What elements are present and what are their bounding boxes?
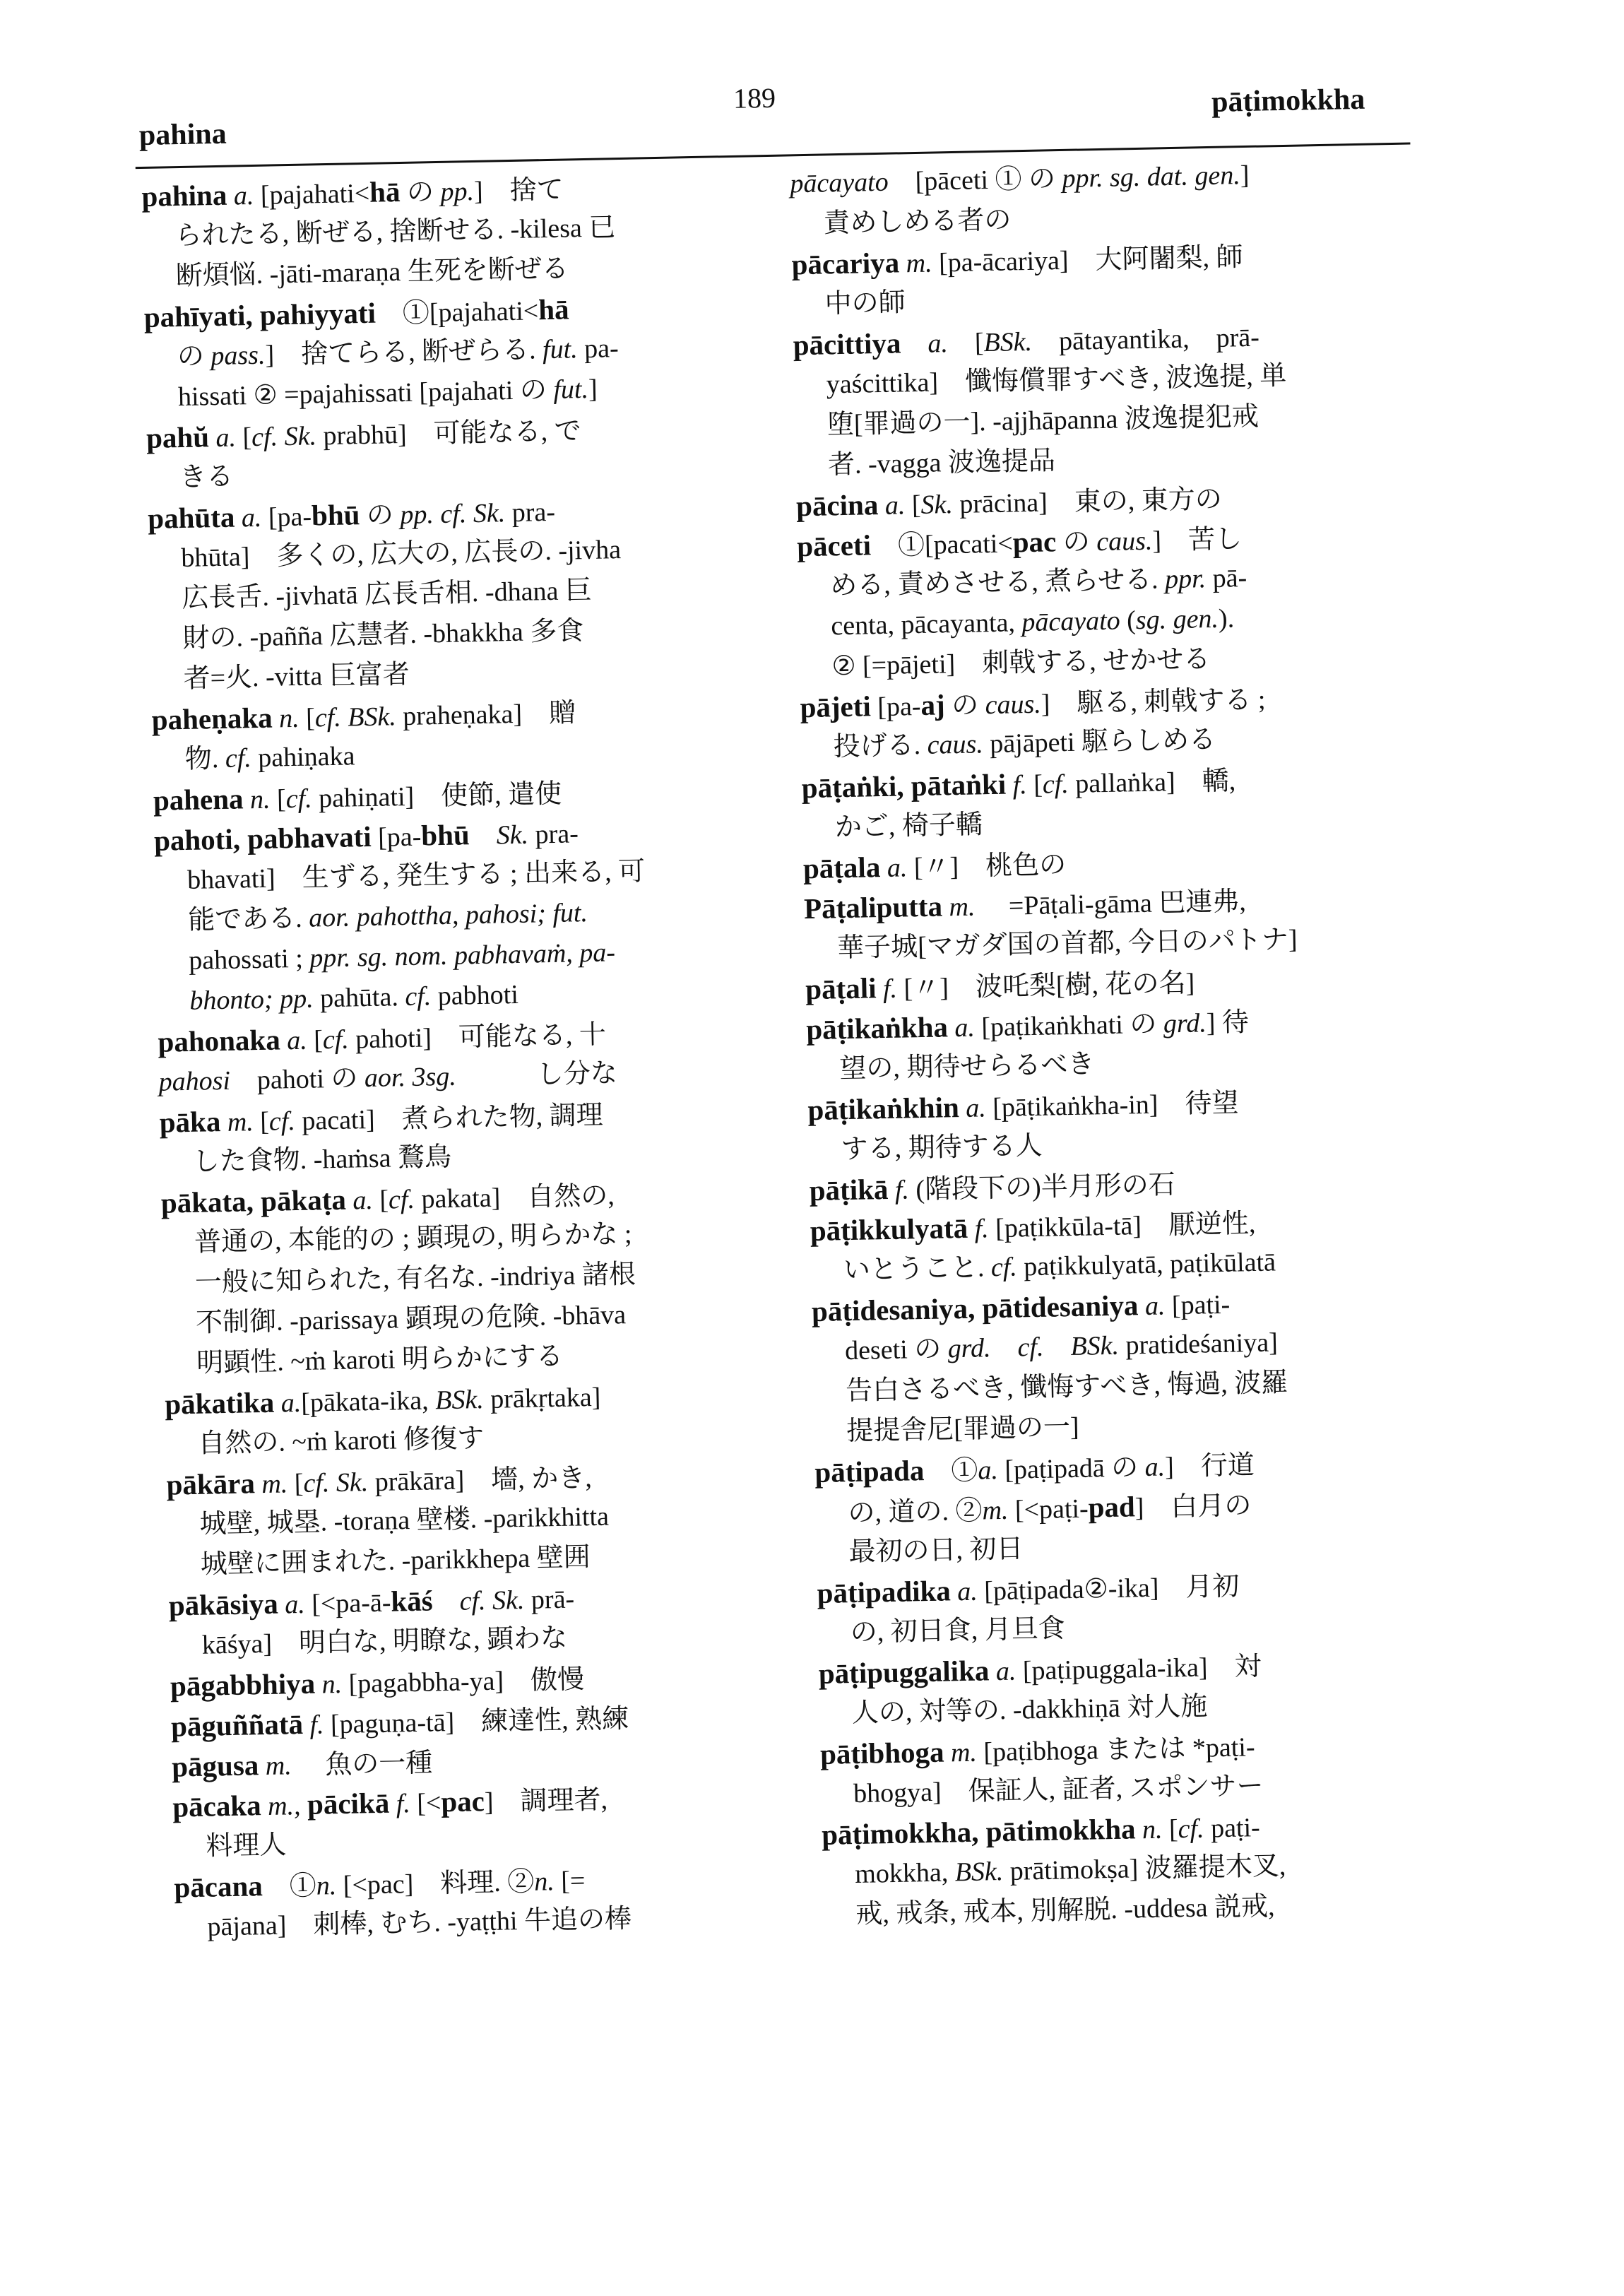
italic-text: cf. BSk.: [314, 702, 397, 733]
definition-text: prātimokṣa] 波羅提木叉,: [1002, 1851, 1286, 1887]
italic-text: cf.: [1178, 1813, 1204, 1845]
definition-text: 普通の, 本能的の ; 顕現の, 明らかな ;: [194, 1219, 632, 1258]
definition-text: [: [974, 328, 984, 358]
italic-text: n.: [316, 1870, 344, 1901]
dictionary-entry: [143, 285, 767, 418]
dictionary-entry: [793, 313, 1417, 486]
definition-text: pratideśaniya]: [1118, 1327, 1279, 1361]
definition-text: pājana] 刺棒, むち. -yaṭṭhi 牛追の棒: [207, 1904, 632, 1942]
definition-text: 自然の. ~ṁ karoti 修復す: [198, 1424, 485, 1459]
italic-text: a.: [959, 1093, 993, 1124]
definition-text: 投げる.: [833, 730, 928, 762]
definition-text: pacati] 煮られた物, 調理: [295, 1100, 604, 1137]
italic-text: a.: [280, 1025, 314, 1056]
definition-text: [paṭi-: [1171, 1289, 1231, 1321]
dictionary-entry: [820, 1722, 1443, 1815]
definition-text: [pāṭikaṅkha-in] 待望: [992, 1088, 1239, 1123]
dictionary-entry: [168, 1574, 791, 1667]
definition-text: yaścittika] 懺悔償罪すべき, 波逸提, 単: [826, 360, 1287, 400]
definition-text: [<pa-ā-: [311, 1587, 391, 1619]
dictionary-entry: [790, 152, 1413, 244]
headword-text: pahena: [153, 782, 244, 817]
italic-text: ppr. sg. nom. pabhavaṁ, pa-: [309, 937, 616, 974]
headword-text: pac: [1012, 525, 1057, 559]
headword-text: pahūta: [147, 500, 235, 535]
italic-text: a.: [226, 180, 261, 211]
dictionary-entry: [791, 232, 1414, 325]
headword-text: pāṭibhoga: [819, 1735, 944, 1770]
definition-text: の: [400, 177, 441, 208]
definition-text: の: [177, 341, 211, 372]
definition-text: ]: [588, 374, 598, 404]
definition-text: の: [360, 500, 401, 531]
headword-text: pāṭipada: [814, 1454, 925, 1489]
definition-text: [<paṭi-: [1014, 1493, 1089, 1525]
dictionary-entry: [172, 1775, 795, 1868]
headword-text: paheṇaka: [151, 701, 273, 736]
definition-text: pa-: [577, 333, 620, 365]
definition-text: pahiṇati] 使節, 遣使: [312, 779, 562, 814]
headword-text: pākāra: [166, 1467, 256, 1501]
definition-text: [paṭibhoga または *paṭi-: [983, 1732, 1255, 1768]
definition-text: きる: [179, 461, 234, 493]
definition-text: hissati ② =pajahissati [pajahati の: [177, 374, 554, 413]
definition-text: pabhoti: [430, 979, 519, 1012]
definition-text: 魚の一種: [297, 1748, 433, 1781]
italic-text: f.: [967, 1214, 996, 1244]
italic-text: pp.: [440, 176, 475, 207]
italic-text: pp. cf. Sk.: [400, 498, 506, 531]
definition-text: pā-: [1205, 563, 1247, 594]
definition-text: 一般に知られた, 有名な. -indriya 諸根: [194, 1259, 636, 1298]
definition-text: [: [379, 1185, 389, 1215]
definition-text: pahiṇaka: [251, 741, 355, 774]
definition-text: ] 捨てらる, 断ぜらる.: [265, 335, 543, 370]
italic-text: sg. gen.: [1135, 603, 1219, 636]
dictionary-entry: [148, 487, 773, 700]
dictionary-entry: [822, 1803, 1445, 1936]
headword-text: pācina: [795, 488, 879, 523]
italic-text: a.: [273, 1387, 302, 1419]
headword-text: bhū: [420, 818, 470, 852]
italic-text: a.: [278, 1589, 312, 1620]
definition-text: prākāra] 墻, かき,: [367, 1463, 593, 1498]
italic-text: cf.: [322, 1024, 350, 1055]
definition-text: める, 責めさせる, 煮らせる.: [829, 564, 1166, 601]
definition-text: pājāpeti 駆らしめる: [983, 724, 1216, 759]
definition-text: [: [1168, 1814, 1179, 1845]
headword-text: pāceti: [796, 528, 872, 563]
definition-text: の, 初日食, 月旦食: [850, 1614, 1066, 1648]
italic-text: bhonto; pp.: [189, 983, 314, 1016]
definition-text: pakata] 自然の,: [414, 1180, 615, 1214]
dictionary-entry: [806, 998, 1429, 1090]
dictionary-entry: [154, 809, 779, 1022]
headword-text: pāṭikā: [809, 1172, 889, 1207]
definition-text: ①: [262, 1871, 317, 1903]
italic-text: m.,: [261, 1790, 308, 1822]
definition-text: ①: [923, 1455, 978, 1487]
italic-text: n.: [314, 1669, 350, 1700]
definition-text: ] 調理者,: [484, 1785, 608, 1818]
definition-text: [: [313, 1025, 324, 1055]
definition-text: 広長舌. -jivhatā 広長舌相. -dhana 巨: [182, 575, 593, 614]
italic-text: aor. 3sg.: [364, 1061, 457, 1094]
definition-text: prācina] 東の, 東方の: [952, 484, 1223, 520]
definition-text: (: [1120, 605, 1137, 636]
definition-text: 華子城[マガダ国の首都, 今日のパトナ]: [836, 924, 1298, 964]
definition-text: bhūta] 多くの, 広大の, 広長の. -jivha: [180, 535, 622, 574]
italic-text: m.: [254, 1469, 295, 1500]
headword-text: pāka: [159, 1105, 221, 1139]
italic-text: aor. pahottha, pahosi; fut.: [308, 898, 588, 933]
definition-text: pahossati ;: [188, 943, 310, 976]
definition-text: いとうこと.: [843, 1253, 992, 1286]
running-head-right: pāṭimokkha: [1211, 83, 1365, 119]
definition-text: し分な: [456, 1058, 618, 1091]
dictionary-entry: [166, 1453, 790, 1586]
headword-text: pahina: [141, 178, 227, 213]
italic-text: ppr.: [1164, 564, 1207, 595]
definition-text: 者. -vagga 波逸提品: [827, 446, 1056, 480]
dictionary-entry: [141, 165, 765, 297]
italic-text: n.: [533, 1866, 562, 1897]
headword-text: pācikā: [307, 1786, 390, 1821]
italic-text: BSk.: [434, 1385, 485, 1416]
headword-text: pad: [1088, 1490, 1136, 1524]
definition-text: ] 苦し: [1151, 524, 1243, 556]
definition-text: pra-: [504, 497, 556, 528]
definition-text: する, 期待する人: [841, 1130, 1043, 1165]
definition-text: ② [=pājeti] 刺戟する, せかせる: [831, 644, 1211, 682]
italic-text: cf.: [990, 1252, 1018, 1283]
italic-text: a.: [879, 853, 915, 884]
italic-text: cf. Sk.: [251, 421, 317, 453]
headword-text: bhū: [311, 498, 360, 532]
headword-text: pāṭipuggalika: [818, 1654, 990, 1690]
italic-text: m.: [942, 892, 983, 923]
headword-text: hā: [538, 292, 569, 326]
italic-text: cf. Sk.: [432, 1585, 525, 1617]
italic-text: pass.: [211, 340, 266, 372]
italic-text: a.: [877, 490, 913, 521]
definition-text: [=: [560, 1866, 586, 1897]
definition-text: [pa-: [371, 822, 422, 853]
dictionary-entry: [146, 406, 769, 499]
italic-text: pahosi: [158, 1065, 231, 1097]
italic-text: a.: [947, 1012, 982, 1043]
definition-text: mokkha,: [854, 1857, 956, 1890]
italic-text: n.: [1135, 1814, 1170, 1845]
headword-text: pāṭaṅki, pātaṅki: [801, 767, 1007, 805]
definition-text: [: [911, 490, 921, 521]
definition-text: かご, 椅子轎: [834, 810, 983, 843]
dictionary-entry: [817, 1561, 1440, 1654]
definition-text: ] 行道: [1164, 1450, 1255, 1482]
headword-text: pāṭikaṅkha: [805, 1010, 949, 1046]
headword-text: pahoti, pabhavati: [153, 819, 372, 857]
definition-text: prākṛtaka]: [483, 1382, 601, 1415]
page-number: 189: [733, 81, 776, 114]
italic-text: m.: [220, 1107, 261, 1138]
italic-text: a.: [234, 502, 269, 533]
italic-text: caus.: [985, 689, 1042, 721]
definition-text: [: [242, 422, 252, 453]
definition-text: praheṇaka] 贈: [396, 698, 576, 732]
dictionary-entry: [797, 514, 1421, 687]
dictionary-entry: [814, 1440, 1438, 1573]
italic-text: BSk.: [954, 1857, 1004, 1888]
dictionary-entry: [818, 1642, 1441, 1734]
headword-text: pāṭikkulyatā: [810, 1211, 968, 1248]
definition-text: pahoti の: [230, 1063, 365, 1096]
headword-text: pāṭidesaniya, pātidesaniya: [811, 1289, 1139, 1328]
definition-text: [: [294, 1468, 304, 1499]
definition-text: 能である.: [187, 903, 309, 935]
italic-text: f.: [876, 974, 904, 1005]
italic-text: grd.: [1163, 1008, 1207, 1039]
italic-text: f.: [1005, 769, 1034, 800]
definition-text: ] 捨て: [473, 174, 564, 206]
definition-text: [<: [416, 1788, 441, 1818]
definition-text: 中の師: [824, 288, 906, 319]
definition-text: 断煩悩. -jāti-maraṇa 生死を断ぜる: [175, 254, 569, 292]
definition-text: 明顕性. ~ṁ karoti 明らかにする: [196, 1341, 564, 1378]
italic-text: cf.: [225, 743, 252, 774]
definition-text: [: [305, 703, 316, 733]
italic-text: a.: [988, 1656, 1024, 1687]
italic-text: cf.: [285, 783, 313, 815]
headword-text: pahonaka: [158, 1023, 281, 1058]
headword-text: pahīyati, pahiyyati: [143, 296, 377, 333]
definition-text: られたる, 断ぜる, 捨断せる. -kilesa 已: [174, 213, 616, 252]
definition-text: [: [259, 1106, 270, 1137]
definition-text: [pa-: [268, 502, 312, 533]
definition-text: prabhū] 可能なる, で: [316, 416, 581, 451]
definition-text: ] 白月の: [1134, 1491, 1252, 1523]
dictionary-entry: [807, 1078, 1430, 1171]
definition-text: kāśya] 明白な, 明瞭な, 顕わな: [201, 1623, 568, 1660]
left-column: [141, 165, 797, 1948]
definition-text: pallaṅka] 轎,: [1068, 766, 1236, 799]
definition-text: [: [276, 784, 287, 815]
definition-text: [paṭikaṅkhati の: [980, 1009, 1164, 1043]
definition-text: 人の, 対等の. -dakkhiṇā 対人施: [851, 1691, 1208, 1729]
italic-text: cf.: [388, 1184, 415, 1215]
italic-text: pācayato: [789, 167, 889, 199]
definition-text: 不制御. -parissaya 顕現の危険. -bhāva: [195, 1300, 627, 1338]
dictionary-entry: [151, 688, 774, 781]
headword-text: pāṭikaṅkhin: [807, 1091, 960, 1127]
definition-text: pahoti] 可能なる, 十: [348, 1019, 607, 1055]
definition-text: pātayantika, prā-: [1031, 322, 1260, 357]
definition-text: 告白さるべき, 懺悔すべき, 悔過, 波羅: [845, 1368, 1288, 1407]
definition-text: [pagabbha-ya] 傲慢: [348, 1664, 585, 1699]
definition-text: [〃] 波吒梨[樹, 花の名]: [903, 968, 1195, 1004]
italic-text: f.: [302, 1710, 331, 1741]
dictionary-entry: [160, 1171, 786, 1385]
definition-text: 者=火. -vitta 巨富者: [183, 659, 410, 694]
dictionary-entry: [810, 1199, 1433, 1291]
italic-text: a.: [950, 1576, 985, 1607]
dictionary-entry: [804, 877, 1427, 969]
dictionary-entry: [800, 675, 1423, 768]
italic-text: m.: [258, 1751, 299, 1782]
definition-text: [〃] 桃色の: [913, 850, 1067, 883]
headword-text: pācaka: [172, 1789, 262, 1823]
italic-text: caus.: [1096, 526, 1153, 557]
dictionary-entry: [801, 756, 1424, 848]
italic-text: BSk.: [983, 326, 1033, 358]
headword-text: pāṭipadika: [817, 1574, 952, 1609]
definition-text: [pāṭipada②-ika] 月初: [983, 1571, 1240, 1606]
italic-text: n.: [272, 703, 307, 734]
italic-text: ppr. sg. dat. gen.: [1062, 160, 1241, 194]
definition-text: [paṭipuggala-ika] 対: [1022, 1651, 1262, 1686]
headword-text: pāṭala: [802, 851, 881, 885]
italic-text: Sk.: [920, 490, 954, 520]
definition-text: の, 道の. ②: [848, 1496, 983, 1529]
italic-text: a.: [900, 328, 976, 360]
italic-text: cf.: [1042, 769, 1069, 800]
italic-text: pācayato: [1021, 605, 1121, 638]
definition-text: 提提舎尼[罪過の一]: [846, 1412, 1079, 1447]
definition-text: =Pāṭali-gāma 巴連弗,: [981, 887, 1247, 922]
definition-text: の: [944, 690, 986, 721]
definition-text: bhogya] 保証人, 証者, スポンサー: [853, 1770, 1264, 1809]
right-column: [790, 152, 1445, 1935]
definition-text: ] 駆る, 刺戟する ;: [1041, 685, 1266, 719]
italic-text: a.: [1144, 1452, 1166, 1483]
italic-text: m.: [944, 1737, 984, 1768]
definition-text: 城壁に囲まれた. -parikkhepa 壁囲: [200, 1542, 591, 1580]
headword-text: pahŭ: [146, 420, 210, 454]
headword-text: pākatika: [164, 1385, 275, 1421]
headword-text: aj: [920, 688, 946, 721]
italic-text: cf.: [404, 981, 432, 1012]
definition-text: paṭi-: [1204, 1813, 1261, 1844]
definition-text: [pāceti ① の: [888, 163, 1062, 197]
definition-text: [paṭipadā の: [1004, 1452, 1146, 1485]
definition-text: (階段下の)半月形の石: [915, 1170, 1176, 1205]
headword-text: Pāṭaliputta: [803, 889, 943, 925]
definition-text: paṭikkulyatā, paṭikūlatā: [1017, 1247, 1276, 1282]
headword-text: pākata, pākaṭa: [160, 1183, 347, 1219]
headword-text: pākāsiya: [168, 1587, 279, 1622]
headword-text: hā: [369, 174, 401, 208]
headword-text: pācittiya: [793, 326, 901, 362]
headword-text: pāgusa: [171, 1748, 259, 1783]
definition-text: 堕[罪過の一]. -ajjhāpanna 波逸提犯戒: [826, 401, 1260, 440]
headword-text: pācariya: [791, 246, 900, 281]
definition-text: 城壁, 城塁. -toraṇa 壁楼. -parikkhitta: [199, 1501, 610, 1539]
definition-text: 戒, 戒条, 戒本, 別解脱. -uddesa 説戒,: [855, 1891, 1275, 1930]
dictionary-entry: [159, 1091, 782, 1183]
headword-text: pāgabbhiya: [170, 1667, 316, 1703]
definition-text: [paguṇa-tā] 練達性, 熟練: [330, 1704, 629, 1740]
definition-text: 物.: [184, 743, 226, 774]
definition-text: centa, pācayanta,: [830, 608, 1022, 641]
definition-text: [paṭikkūla-tā] 厭逆性,: [995, 1208, 1256, 1244]
italic-text: cf. Sk.: [303, 1467, 369, 1498]
definition-text: [pākata-ika,: [300, 1385, 436, 1418]
definition-text: pahūta.: [313, 982, 405, 1014]
italic-text: fut.: [542, 334, 579, 365]
italic-text: m.: [899, 248, 940, 279]
definition-text: ①[pacati<: [870, 528, 1014, 562]
definition-text: 料理人: [205, 1830, 287, 1862]
headword-text: pāṭimokkha, pātimokkha: [821, 1812, 1136, 1851]
definition-text: ]: [1240, 160, 1250, 191]
italic-text: caus.: [927, 729, 984, 760]
definition-text: [pajahati<: [260, 178, 370, 211]
definition-text: [<pac] 料理. ②: [343, 1866, 535, 1900]
definition-text: prā-: [524, 1584, 575, 1615]
headword-text: kāś: [390, 1584, 434, 1618]
italic-text: f.: [887, 1175, 916, 1205]
dictionary-entry: [811, 1279, 1435, 1452]
definition-text: 財の. -pañña 広慧者. -bhakkha 多食: [182, 616, 584, 653]
italic-text: Sk.: [469, 819, 529, 851]
definition-text: bhavati] 生ずる, 発生する ; 出来る, 可: [186, 856, 646, 895]
italic-text: m.: [982, 1495, 1016, 1526]
headword-text: pāguññatā: [170, 1708, 304, 1743]
italic-text: fut.: [552, 374, 589, 405]
headword-text: pāṭali: [805, 971, 877, 1006]
definition-text: pra-: [528, 819, 579, 850]
italic-text: a.: [345, 1185, 380, 1216]
italic-text: cf.: [268, 1106, 296, 1137]
definition-text: 最初の日, 初日: [848, 1534, 1024, 1568]
definition-text: [pa-: [870, 691, 921, 723]
running-head-left: pahina: [138, 117, 227, 153]
headword-text: pācana: [174, 1869, 263, 1904]
definition-text: した食物. -haṁsa 鶩鳥: [192, 1142, 452, 1177]
italic-text: a.: [977, 1455, 1005, 1486]
italic-text: a.: [1138, 1291, 1173, 1322]
dictionary-entry: [165, 1373, 788, 1465]
definition-text: 責めしめる者の: [823, 205, 1012, 239]
italic-text: n.: [243, 784, 278, 815]
italic-text: a.: [208, 422, 243, 454]
definition-text: ] 待: [1206, 1007, 1250, 1038]
definition-text: ①[pajahati<: [375, 296, 539, 329]
definition-text: [pa-ācariya] 大阿闍梨, 師: [938, 242, 1243, 278]
definition-text: [: [1033, 769, 1043, 800]
headword-text: pac: [440, 1785, 485, 1818]
definition-text: ).: [1218, 603, 1235, 634]
dictionary-entry: [174, 1856, 797, 1948]
definition-text: の: [1055, 527, 1097, 558]
italic-text: f.: [389, 1788, 417, 1819]
italic-text: grd. cf. BSk.: [947, 1330, 1120, 1364]
definition-text: 望の, 期待せらるべき: [839, 1049, 1095, 1084]
definition-text: deseti の: [844, 1334, 949, 1366]
headword-text: pājeti: [800, 690, 872, 724]
